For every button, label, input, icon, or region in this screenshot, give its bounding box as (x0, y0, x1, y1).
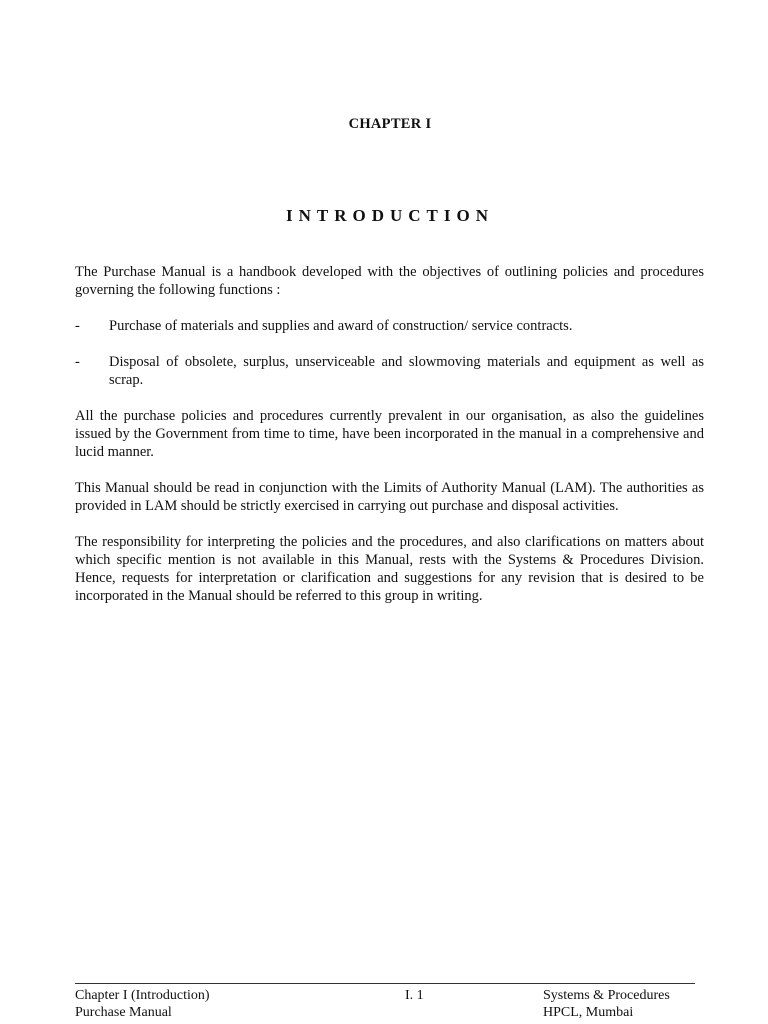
footer-company: HPCL, Mumbai (543, 1005, 634, 1020)
bullet-item (75, 317, 704, 335)
bullet-dash: - (75, 354, 80, 370)
footer-right (543, 987, 670, 1021)
paragraph-intro: The Purchase Manual is a handbook developed with the objectives of outlining policies and procedures governing the following functions : (75, 264, 704, 298)
paragraph-lam: This Manual should be read in conjunction with the Limits of Authority Manual (LAM). The authorities as provided in LAM should be strictly exercised in carrying out purchase and disposal activities. (75, 480, 704, 514)
footer-left (75, 987, 210, 1021)
page-number: I. 1 (405, 988, 424, 1003)
page-footer (75, 987, 695, 1023)
paragraph-policies: All the purchase policies and procedures currently prevalent in our organisation, as also the guidelines issued by the Government from time to time, have been incorporated in the manual in a comprehensive and lucid manner. (75, 408, 704, 460)
footer-chapter: Chapter I (Introduction) (75, 988, 210, 1003)
chapter-label: CHAPTER I (348, 116, 432, 132)
paragraph-responsibility: The responsibility for interpreting the policies and the procedures, and also clarifications on matters about which specific mention is not available in this Manual, rests with the Systems & Procedures Division. Hence, requests for interpretation or clarification and suggestions for any revision that is desired to be incorporated in the Manual should be referred to this group in writing. (75, 534, 704, 604)
bullet-text: Purchase of materials and supplies and award of construction/ service contracts. (109, 318, 573, 334)
bullet-text: Disposal of obsolete, surplus, unserviceable and slowmoving materials and equipment as well as scrap. (109, 354, 704, 388)
footer-page-number (405, 987, 424, 1004)
page-title: INTRODUCTION (285, 206, 495, 225)
footer-divider (75, 983, 695, 984)
bullet-item (75, 353, 704, 389)
footer-manual-name: Purchase Manual (75, 1005, 172, 1020)
bullet-dash: - (75, 318, 80, 334)
footer-department: Systems & Procedures (543, 988, 670, 1003)
body-text (75, 263, 704, 623)
